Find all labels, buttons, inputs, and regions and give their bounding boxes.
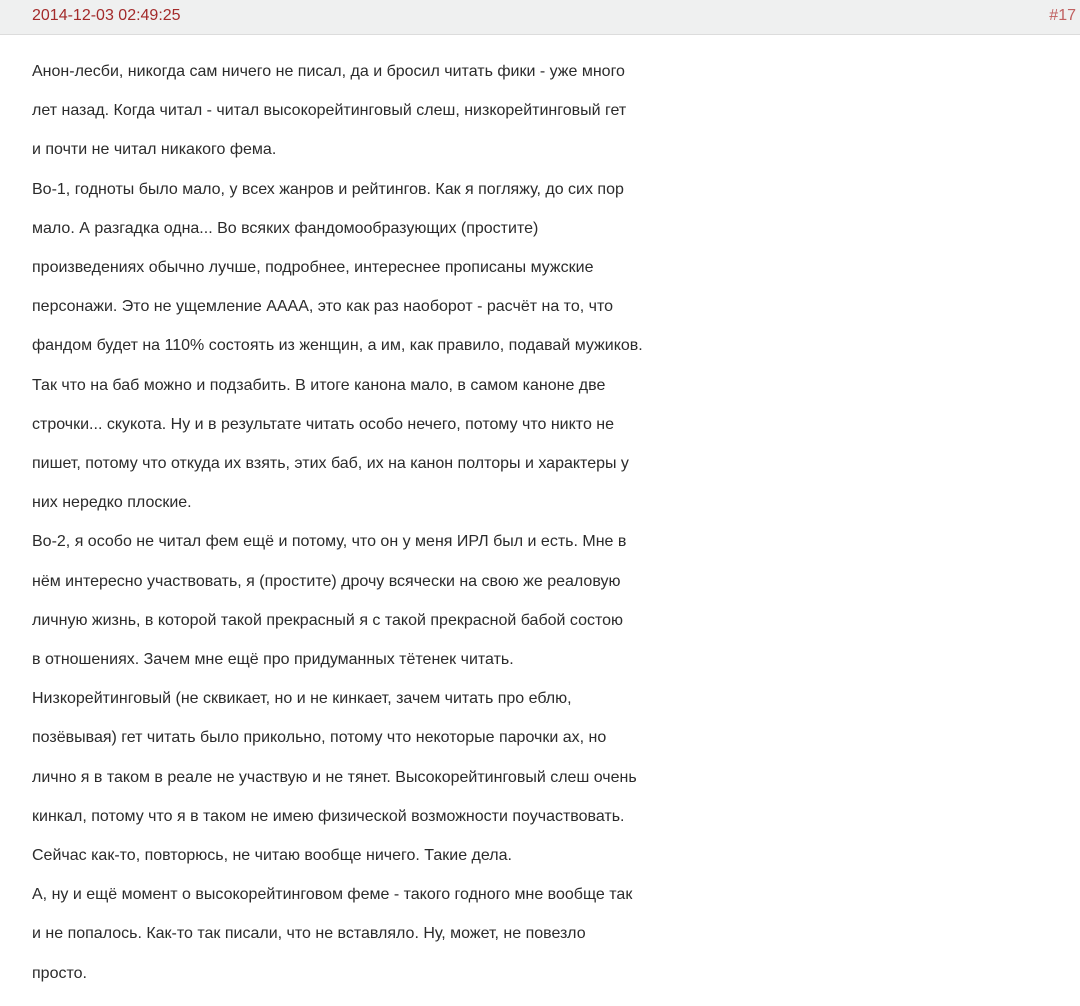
post-text-line: мало. А разгадка одна... Во всяких фандомообразующих (простите) xyxy=(32,219,539,237)
post-date: 2014-12-03 02:49:25 xyxy=(32,7,181,24)
post-text-line: Во-1, годноты было мало, у всех жанров и рейтингов. Как я погляжу, до сих пор xyxy=(32,180,624,198)
post-text-line: и почти не читал никакого фема. xyxy=(32,141,277,159)
post-text-line: личную жизнь, в которой такой прекрасный я с такой прекрасной бабой состою xyxy=(32,611,624,629)
post-text-line: кинкал, потому что я в таком не имею физической возможности поучаствовать. xyxy=(32,807,625,825)
post-text-line: фандом будет на 110% состоять из женщин, а им, как правило, подавай мужиков. xyxy=(32,337,643,355)
post-text-line: них нередко плоские. xyxy=(32,494,192,512)
post-text-line: персонажи. Это не ущемление АААА, это как раз наоборот - расчёт на то, что xyxy=(32,298,613,316)
post-text-line: позёвывая) гет читать было прикольно, потому что некоторые парочки ах, но xyxy=(32,729,607,747)
post-text-line: Так что на баб можно и подзабить. В итоге канона мало, в самом каноне две xyxy=(32,376,606,394)
post-text-line: пишет, потому что откуда их взять, этих баб, их на канон полторы и характеры у xyxy=(32,455,629,473)
post-text-line: произведениях обычно лучше, подробнее, интереснее прописаны мужские xyxy=(32,259,594,277)
post-text-line: Низкорейтинговый (не сквикает, но и не кинкает, зачем читать про еблю, xyxy=(32,690,572,708)
post-text-line: строчки... скукота. Ну и в результате читать особо нечего, потому что никто не xyxy=(32,415,615,433)
post-text-line: Анон-лесби, никогда сам ничего не писал, да и бросил читать фики - уже много xyxy=(32,63,625,80)
post-body xyxy=(32,52,1076,993)
post-text-line: А, ну и ещё момент о высокорейтинговом феме - такого годного мне вообще так xyxy=(32,886,633,904)
post-number-link[interactable]: #17 xyxy=(1049,7,1076,24)
post-text-line: Сейчас как-то, повторюсь, не читаю вообще ничего. Такие дела. xyxy=(32,847,512,865)
post-text-line: лет назад. Когда читал - читал высокорейтинговый слеш, низкорейтинговый гет xyxy=(32,102,627,120)
post-text-line: и не попалось. Как-то так писали, что не вставляло. Ну, может, не повезло xyxy=(32,925,586,943)
post-text-line: нём интересно участвовать, я (простите) дрочу всячески на свою же реаловую xyxy=(32,572,621,590)
post-text-line: в отношениях. Зачем мне ещё про придуманных тётенек читать. xyxy=(32,651,514,669)
post-text-line: Во-2, я особо не читал фем ещё и потому, что он у меня ИРЛ был и есть. Мне в xyxy=(32,533,627,551)
post-text-line: лично я в таком в реале не участвую и не тянет. Высокорейтинговый слеш очень xyxy=(32,768,637,786)
post-header xyxy=(0,0,1080,35)
post-text-line: просто. xyxy=(32,964,87,982)
